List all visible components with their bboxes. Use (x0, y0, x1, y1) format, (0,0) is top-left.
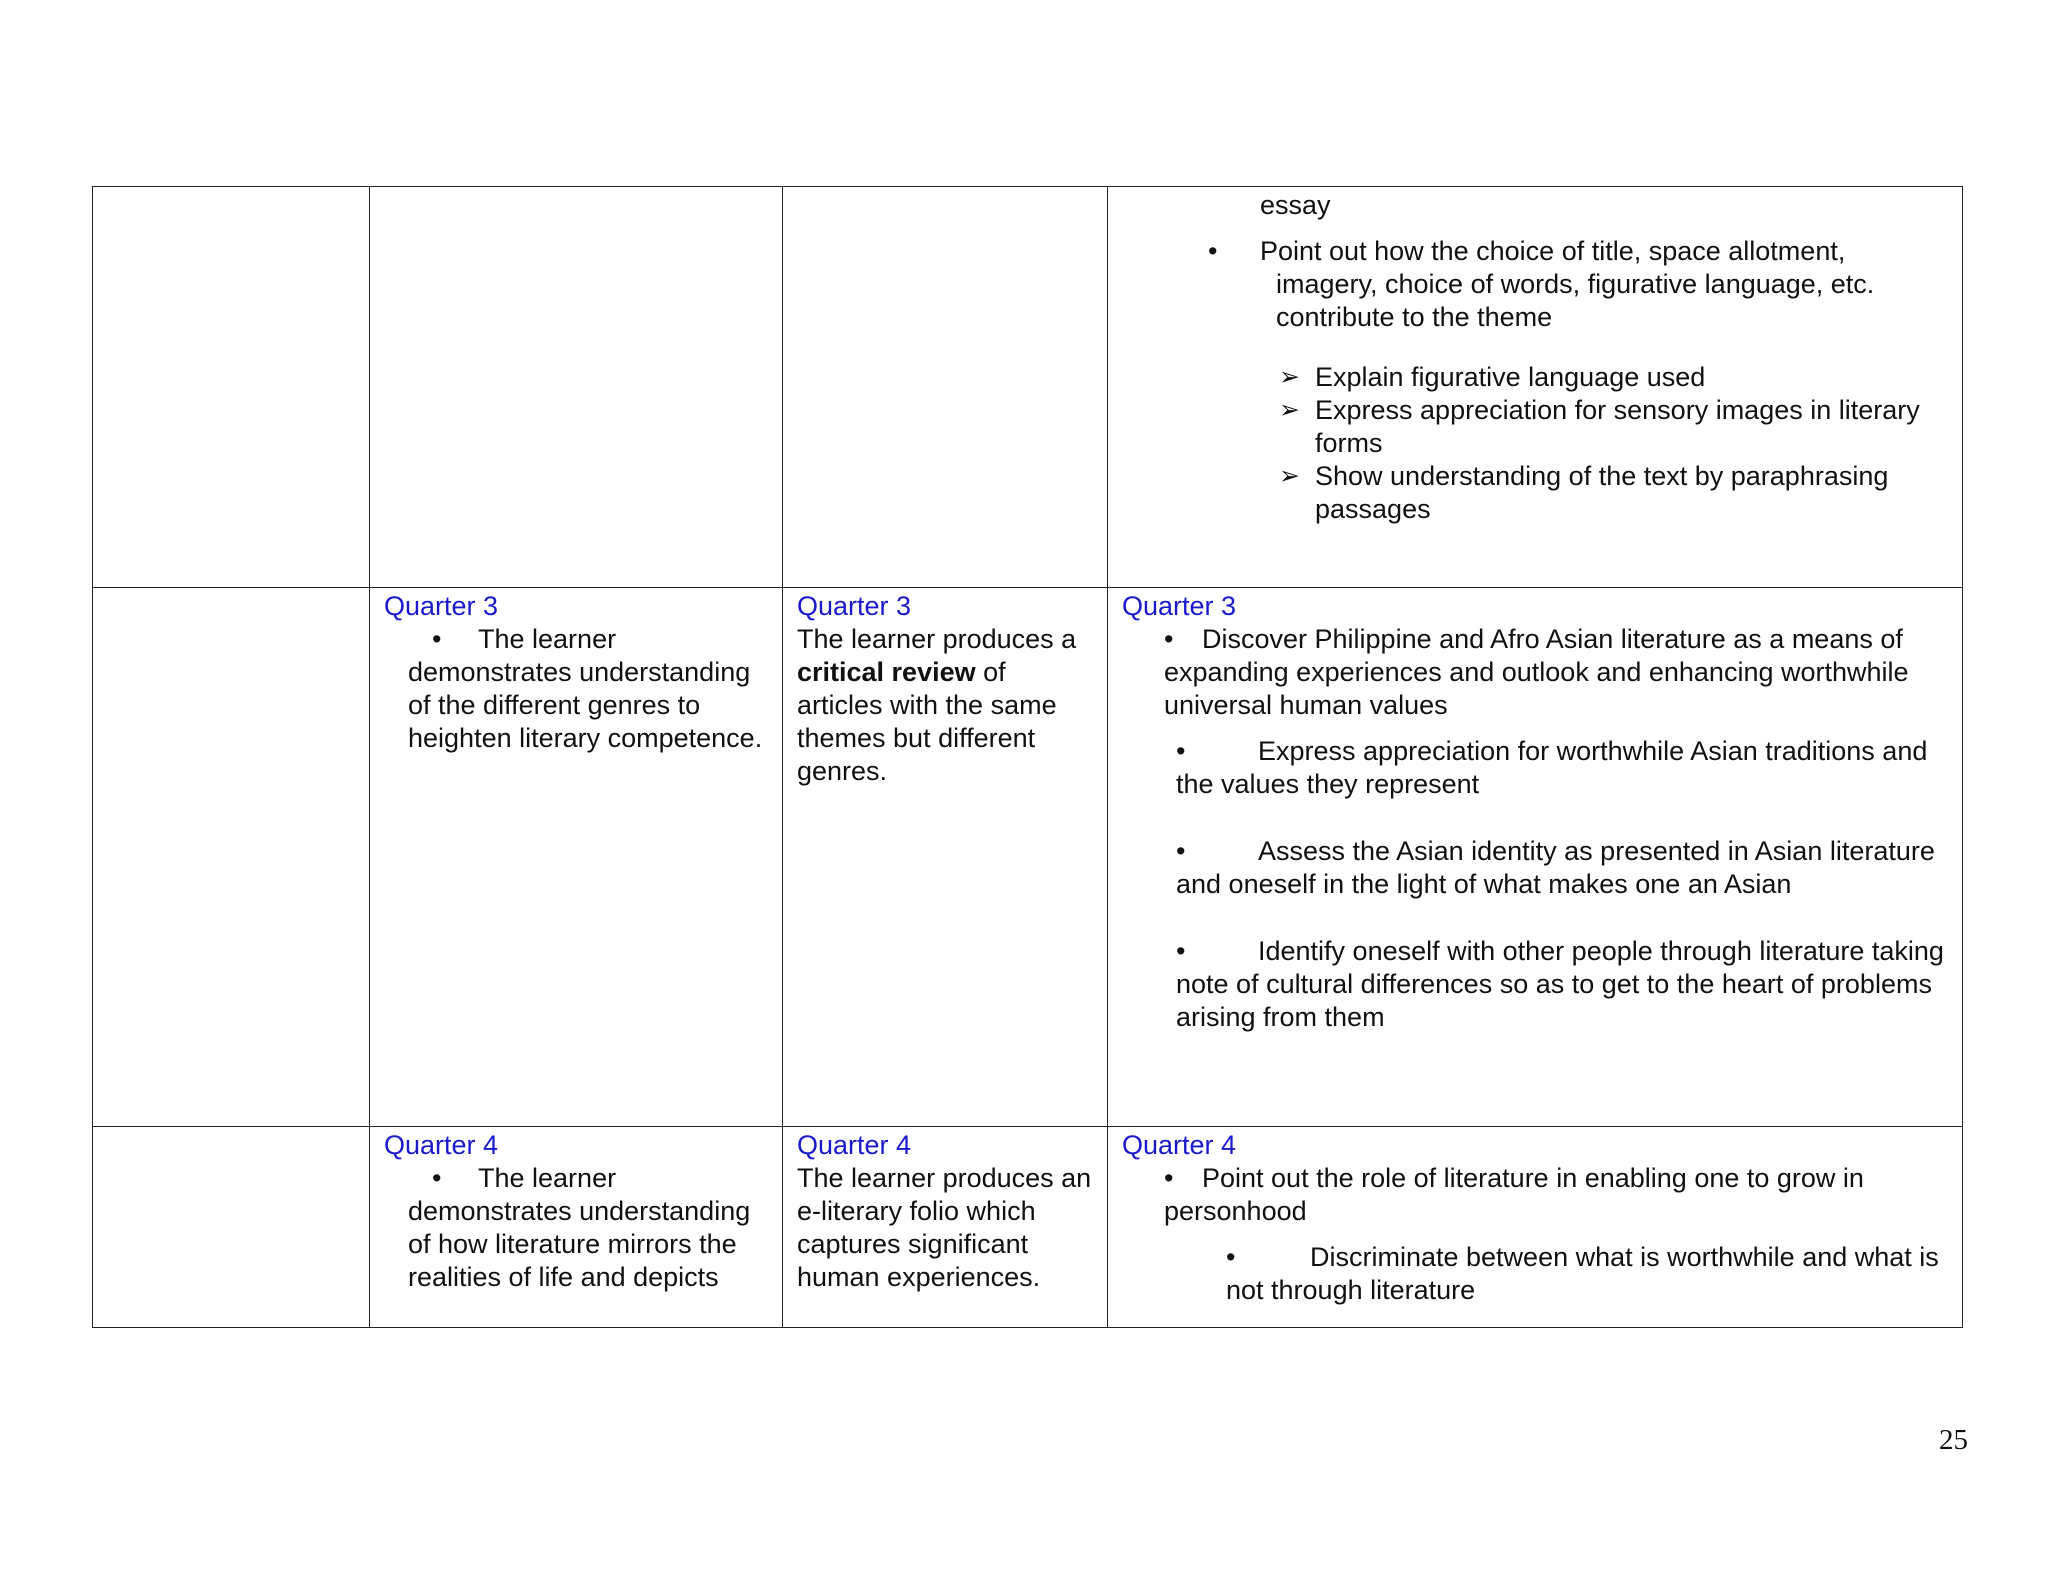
table-cell-empty (93, 187, 370, 588)
quarter-heading: Quarter 3 (797, 591, 912, 621)
bullet-icon: • (432, 1163, 442, 1193)
performance-text: The learner produces a critical review of articles with the same themes but different genres. (797, 624, 1077, 786)
list-item: ➢ Explain figurative language used (1315, 361, 1950, 394)
sub-list (1315, 361, 1950, 526)
content-standard-cell (370, 588, 783, 1127)
bullet-icon: • (1164, 624, 1174, 654)
list-item: • Point out how the choice of title, space allotment, imagery, choice of words, figurative language, etc. contribute to the theme (1260, 235, 1950, 334)
list-item: • Express appreciation for worthwhile Asian traditions and the values they represent (1176, 736, 1928, 799)
continued-text: essay (1260, 190, 1331, 220)
performance-standard-cell (783, 588, 1108, 1127)
list-item: ➢ Show understanding of the text by paraphrasing passages (1315, 460, 1950, 526)
quarter-heading: Quarter 4 (1122, 1130, 1237, 1160)
quarter-heading: Quarter 3 (1122, 591, 1237, 621)
bullet-icon: • (1176, 936, 1186, 966)
table-cell-empty (93, 588, 370, 1127)
quarter-heading: Quarter 4 (797, 1130, 912, 1160)
bullet-icon: • (1164, 1163, 1174, 1193)
bullet-icon: • (1176, 836, 1186, 866)
list-item: • Point out the role of literature in enabling one to grow in personhood (1164, 1163, 1864, 1226)
list-item: • Assess the Asian identity as presented in Asian literature and oneself in the light of what makes one an Asian (1176, 836, 1935, 899)
table-row (93, 588, 1963, 1127)
competency-cell (1108, 187, 1963, 588)
table-cell-empty (783, 187, 1108, 588)
list-item: • Discover Philippine and Afro Asian literature as a means of expanding experiences and outlook and enhancing worthwhile universal human values (1164, 624, 1909, 720)
bullet-icon: • (1176, 736, 1186, 766)
quarter-heading: Quarter 3 (384, 591, 499, 621)
curriculum-table (92, 186, 1963, 1328)
list-item: • Discriminate between what is worthwhile and what is not through literature (1226, 1242, 1939, 1305)
list-item: • The learner demonstrates understanding of the different genres to heighten literary competence. (408, 624, 763, 753)
list-item: • The learner demonstrates understanding of how literature mirrors the realities of life and depicts (408, 1163, 751, 1292)
bullet-icon: • (432, 624, 442, 654)
table-row (93, 187, 1963, 588)
list-item: ➢ Express appreciation for sensory images in literary forms (1315, 394, 1950, 460)
performance-text: The learner produces an e-literary folio which captures significant human experiences. (797, 1163, 1092, 1292)
table-cell-empty (93, 1127, 370, 1328)
table-row (93, 1127, 1963, 1328)
performance-standard-cell (783, 1127, 1108, 1328)
competency-cell (1108, 1127, 1963, 1328)
quarter-heading: Quarter 4 (384, 1130, 499, 1160)
list-item: • Identify oneself with other people through literature taking note of cultural differences so as to get to the heart of problems arising from them (1176, 936, 1944, 1032)
table-cell-empty (370, 187, 783, 588)
content-standard-cell (370, 1127, 783, 1328)
bullet-icon: • (1226, 1242, 1236, 1272)
competency-cell (1108, 588, 1963, 1127)
page-number: 25 (1939, 1424, 1968, 1456)
